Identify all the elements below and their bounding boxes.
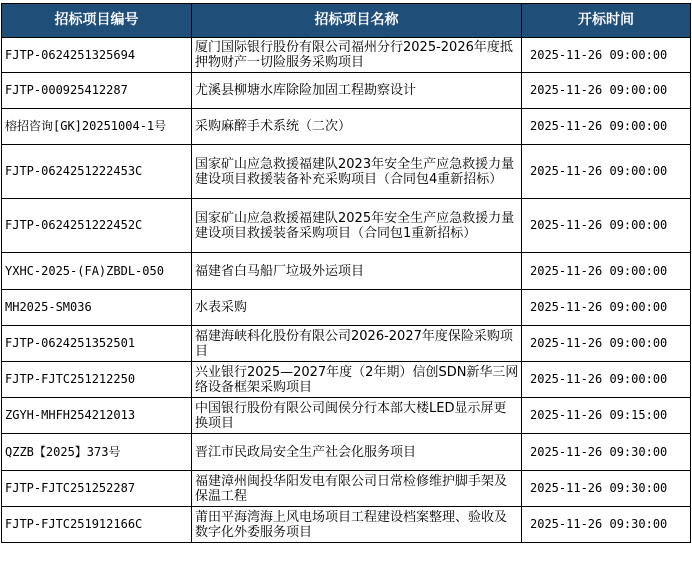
cell-code: FJTP-FJTC251252287 [2,471,192,507]
cell-time: 2025-11-26 09:00:00 [522,253,691,290]
cell-name: 国家矿山应急救援福建队2025年安全生产应急救援力量建设项目救援装备采购项目（合同包1重新招标） [192,199,522,253]
cell-code: FJTP-FJTC251912166C [2,507,192,543]
table-row [2,109,691,145]
cell-name: 福建海峡科化股份有限公司2026-2027年度保险采购项目 [192,326,522,362]
cell-name: 兴业银行2025—2027年度（2年期）信创SDN新华三网络设备框架采购项目 [192,362,522,398]
cell-time: 2025-11-26 09:00:00 [522,73,691,109]
table-row [2,471,691,507]
header-row [2,4,691,38]
table-row [2,290,691,326]
cell-time: 2025-11-26 09:30:00 [522,471,691,507]
cell-code: FJTP-0624251352501 [2,326,192,362]
table-row [2,253,691,290]
cell-name: 尤溪县柳塘水库除险加固工程勘察设计 [192,73,522,109]
cell-name: 厦门国际银行股份有限公司福州分行2025-2026年度抵押物财产一切险服务采购项目 [192,38,522,73]
cell-time: 2025-11-26 09:30:00 [522,434,691,471]
cell-code: FJTP-0624251222452C [2,199,192,253]
cell-time: 2025-11-26 09:00:00 [522,199,691,253]
cell-code: FJTP-0624251325694 [2,38,192,73]
table-row [2,507,691,543]
table-row [2,362,691,398]
cell-code: FJTP-FJTC251212250 [2,362,192,398]
cell-time: 2025-11-26 09:00:00 [522,362,691,398]
cell-time: 2025-11-26 09:00:00 [522,38,691,73]
cell-name: 莆田平海湾海上风电场项目工程建设档案整理、验收及数字化外委服务项目 [192,507,522,543]
cell-name: 晋江市民政局安全生产社会化服务项目 [192,434,522,471]
table-row [2,199,691,253]
cell-code: QZZB【2025】373号 [2,434,192,471]
cell-code: ZGYH-MHFH254212013 [2,398,192,434]
cell-code: FJTP-000925412287 [2,73,192,109]
cell-time: 2025-11-26 09:00:00 [522,109,691,145]
cell-time: 2025-11-26 09:15:00 [522,398,691,434]
cell-name: 水表采购 [192,290,522,326]
cell-time: 2025-11-26 09:30:00 [522,507,691,543]
cell-name: 福建漳州闽投华阳发电有限公司日常检修维护脚手架及保温工程 [192,471,522,507]
cell-code: MH2025-SM036 [2,290,192,326]
table-row [2,73,691,109]
tender-table [1,3,691,543]
table-row [2,145,691,199]
cell-time: 2025-11-26 09:00:00 [522,290,691,326]
cell-code: 榕招咨询[GK]20251004-1号 [2,109,192,145]
table-row [2,398,691,434]
table-row [2,434,691,471]
cell-time: 2025-11-26 09:00:00 [522,326,691,362]
header-code: 招标项目编号 [2,4,192,38]
header-name: 招标项目名称 [192,4,522,38]
cell-code: YXHC-2025-(FA)ZBDL-050 [2,253,192,290]
cell-name: 国家矿山应急救援福建队2023年安全生产应急救援力量建设项目救援装备补充采购项目（合同包4重新招标） [192,145,522,199]
cell-time: 2025-11-26 09:00:00 [522,145,691,199]
cell-name: 福建省白马船厂垃圾外运项目 [192,253,522,290]
cell-name: 采购麻醉手术系统（二次） [192,109,522,145]
cell-code: FJTP-0624251222453C [2,145,192,199]
table-row [2,38,691,73]
cell-name: 中国银行股份有限公司闽侯分行本部大楼LED显示屏更换项目 [192,398,522,434]
table-row [2,326,691,362]
header-time: 开标时间 [522,4,691,38]
